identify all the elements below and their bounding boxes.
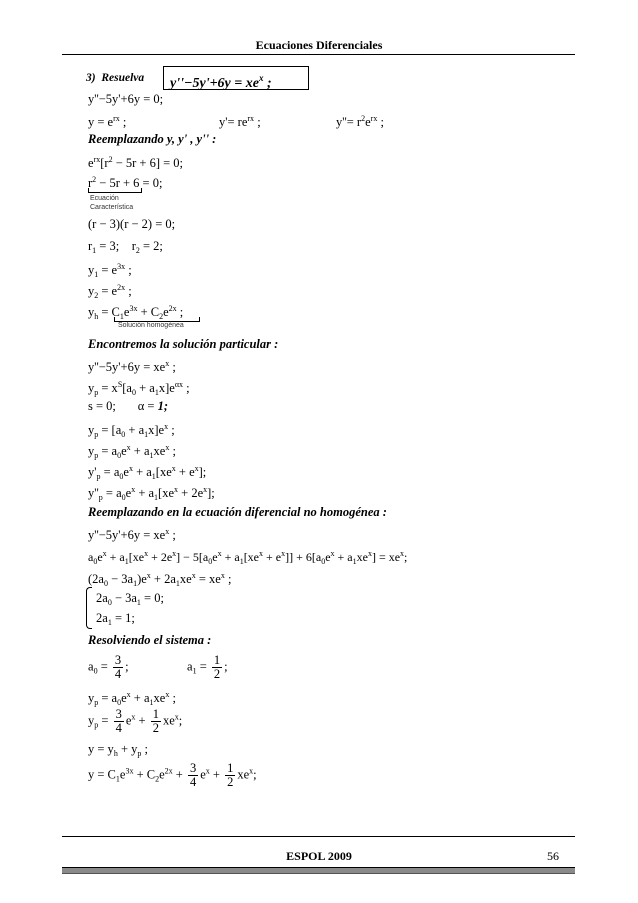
- equation-line: $y_p = [a_0 + a_1x]e^x$ ;: [88, 422, 175, 439]
- equation-line: $y_p = a_0e^x + a_1xe^x$ ;: [88, 443, 176, 460]
- equation-line: $y_1 = e^{3x}$ ;: [88, 262, 132, 279]
- fraction: $\frac{1}{2}$: [152, 707, 159, 735]
- equation-line: $a_0e^x + a_1[xe^x + 2e^x] - 5[a_0e^x + a_1[xe^x + e^x]] + 6[a_0e^x + a_1xe^x] = xe^x$;: [88, 549, 408, 566]
- equation-line: $y_2 = e^{2x}$ ;: [88, 283, 132, 300]
- equation-line: $a_1$ = $\frac{1}{2}$ ;: [187, 653, 228, 681]
- equation-line: $y = e^{rx}$ ;: [88, 114, 127, 129]
- equation-line: $y_h = C_1e^{3x} + C_2e^{2x}$ ;: [88, 304, 184, 321]
- equation-line: y''−5y'+6y = 0;: [88, 92, 164, 106]
- system-brace: [86, 587, 92, 629]
- equation-line: $y_p = x^S[a_0 + a_1x]e^{\alpha x}$ ;: [88, 380, 190, 397]
- section-heading: Reemplazando en la ecuación diferencial no homogénea :: [88, 505, 387, 519]
- equation-line: $a_0$ = $\frac{3}{4}$ ;: [88, 653, 129, 681]
- equation-line: $2a_0 - 3a_1 = 0$;: [96, 591, 164, 607]
- problem-label: 3) Resuelva: [86, 72, 145, 84]
- fraction: $\frac{1}{2}$: [227, 761, 234, 789]
- equation-line: $y'= re^{rx}$ ;: [219, 114, 261, 129]
- equation-line: $y''_p = a_0e^x + a_1[xe^x + 2e^x]$;: [88, 485, 215, 502]
- header-rule: [62, 54, 575, 55]
- equation-line: $y''-5y'+6y = xe^x$ ;: [88, 359, 176, 374]
- equation-line: $(2a_0 - 3a_1)e^x + 2a_1xe^x = xe^x$ ;: [88, 571, 232, 588]
- fraction: $\frac{1}{2}$: [213, 653, 221, 681]
- characteristic-note: Ecuación Característica: [90, 195, 134, 211]
- characteristic-underbrace: [88, 188, 142, 193]
- equation-line: s = 0; α = 1;: [88, 399, 169, 413]
- problem-equation: $y''-5y'+6y = xe^x$ ;: [163, 66, 309, 90]
- footer-text: ESPOL 2009: [286, 849, 352, 863]
- homogeneous-note: Solución homogénea: [118, 322, 184, 329]
- equation-line: $y''= r^2e^{rx}$ ;: [336, 114, 384, 129]
- equation-line: $r_1 = 3$; $r_2 = 2$;: [88, 239, 163, 255]
- equation-line: (r − 3)(r − 2) = 0;: [88, 217, 176, 231]
- footer-rule: [62, 836, 575, 837]
- fraction: $\frac{3}{4}$: [115, 707, 122, 735]
- equation-line: $y = y_h + y_p$ ;: [88, 742, 148, 758]
- equation-line: $y = C_1e^{3x} + C_2e^{2x}$ + $\frac{3}{4}$ $e^x$ + $\frac{1}{2}$ $xe^x$;: [88, 761, 257, 789]
- equation-line: $e^{rx}[r^2 - 5r + 6] = 0$;: [88, 155, 184, 170]
- equation-line: $y_p = a_0e^x + a_1xe^x$ ;: [88, 690, 176, 707]
- section-heading: Resolviendo el sistema :: [88, 633, 212, 647]
- fraction: $\frac{3}{4}$: [114, 653, 122, 681]
- footer-bar: [62, 867, 575, 874]
- equation-line: $y_p$ = $\frac{3}{4}$ $e^x$ + $\frac{1}{2}$ $xe^x$;: [88, 707, 183, 735]
- equation-line: $r^2 - 5r + 6 = 0$;: [88, 175, 163, 190]
- page-number: 56: [547, 849, 559, 863]
- fraction: $\frac{3}{4}$: [189, 761, 197, 789]
- equation-line: $2a_1 = 1$;: [96, 611, 135, 627]
- equation-line: $y''-5y'+6y = xe^x$ ;: [88, 527, 176, 542]
- section-heading: Encontremos la solución particular :: [88, 337, 279, 351]
- section-heading: Reemplazando y, y' , y'' :: [88, 132, 217, 146]
- page-header: Ecuaciones Diferenciales: [255, 38, 383, 52]
- equation-line: $y'_p = a_0e^x + a_1[xe^x + e^x]$;: [88, 464, 207, 481]
